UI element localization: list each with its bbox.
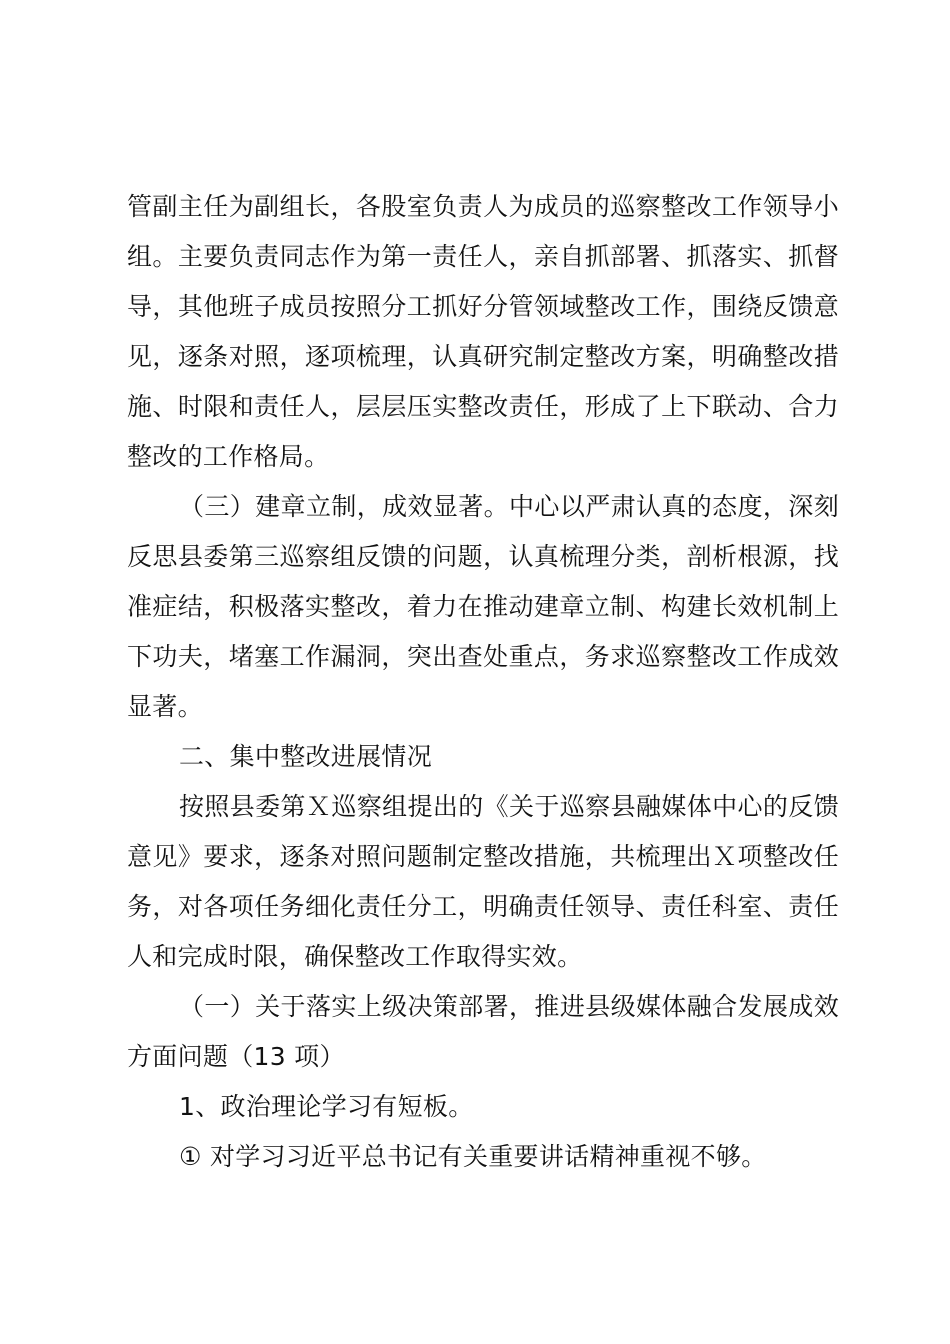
paragraph-rectification-overview: 按照县委第Ｘ巡察组提出的《关于巡察县融媒体中心的反馈意见》要求，逐条对照问题制定整改措施，共梳理出Ｘ项整改任务，对各项任务细化责任分工，明确责任领导、责任科室、责任人和完成时限，确保整改工作取得实效。	[127, 792, 839, 971]
heading-section-two: 二、集中整改进展情况	[179, 742, 433, 771]
heading-subsection-one: （一）关于落实上级决策部署，推进县级媒体融合发展成效方面问题（13 项）	[127, 992, 839, 1071]
paragraph-section-three: （三）建章立制，成效显著。中心以严肃认真的态度，深刻反思县委第三巡察组反馈的问题，认真梳理分类，剖析根源，找准症结，积极落实整改，着力在推动建章立制、构建长效机制上下功夫，堵塞工作漏洞，突出查处重点，务求巡察整改工作成效显著。	[127, 492, 839, 721]
paragraph-leading-group: 管副主任为副组长，各股室负责人为成员的巡察整改工作领导小组。主要负责同志作为第一责任人，亲自抓部署、抓落实、抓督导，其他班子成员按照分工抓好分管领域整改工作，围绕反馈意见，逐条对照，逐项梳理，认真研究制定整改方案，明确整改措施、时限和责任人，层层压实整改责任，形成了上下联动、合力整改的工作格局。	[127, 192, 839, 471]
document-body	[127, 182, 839, 1182]
heading-item-one: 1、政治理论学习有短板。	[179, 1092, 474, 1121]
list-item-circled-one: ① 对学习习近平总书记有关重要讲话精神重视不够。	[179, 1142, 767, 1171]
